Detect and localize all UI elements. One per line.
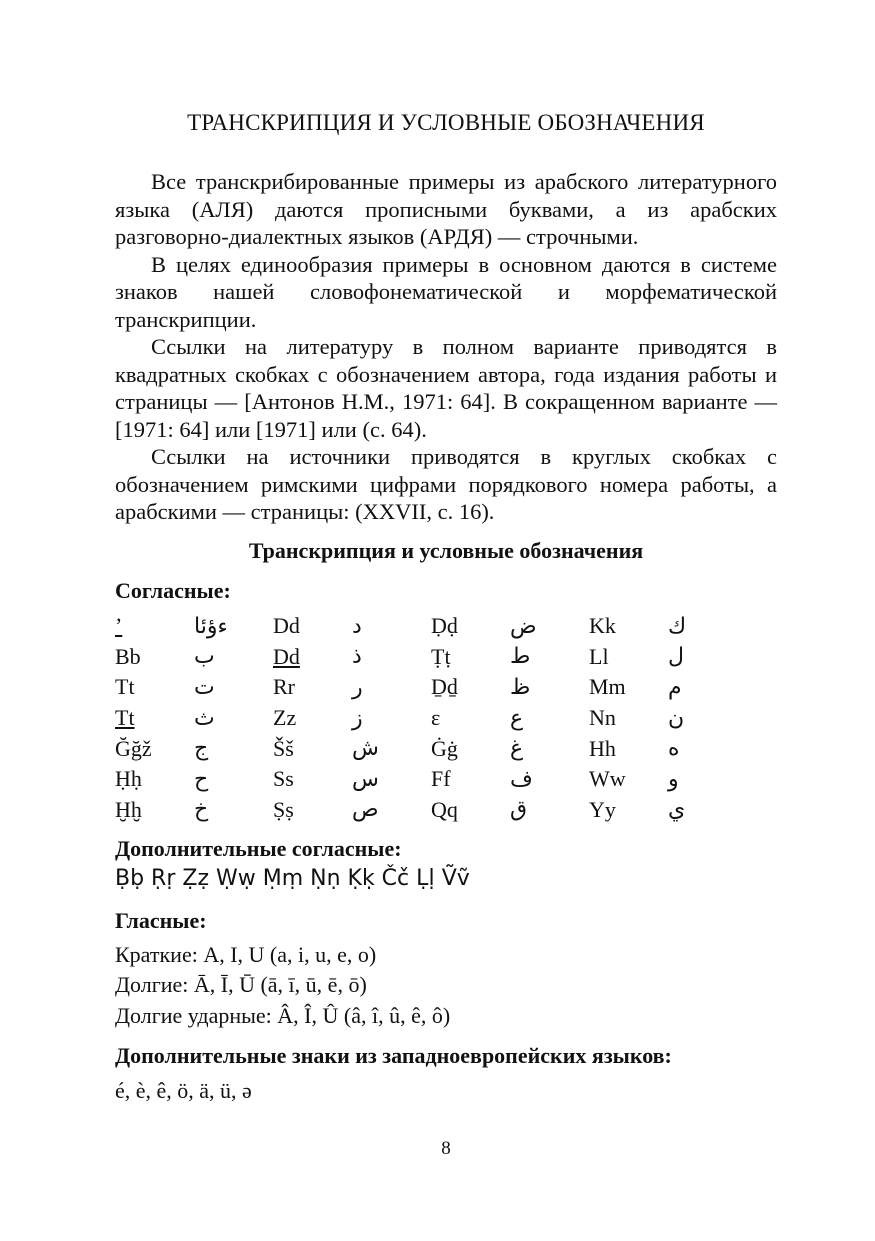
arabic-letter: ك	[668, 613, 687, 639]
latin-letter: Tt	[115, 705, 135, 731]
page-number: 8	[441, 1138, 451, 1159]
arabic-letter: ب	[194, 644, 215, 670]
latin-letter: Mm	[589, 674, 626, 700]
arabic-letter: ي	[668, 797, 686, 823]
latin-letter: Ll	[589, 643, 609, 669]
arabic-letter: ءؤئا	[194, 613, 228, 639]
table-row	[115, 795, 747, 826]
arabic-letter: ت	[194, 674, 215, 700]
long-vowels: Долгие: Ā, Ī, Ū (ā, ī, ū, ē, ō)	[115, 972, 367, 997]
latin-letter: Ww	[589, 766, 626, 792]
arabic-letter: ذ	[352, 644, 362, 670]
latin-letter: Hh	[589, 735, 616, 761]
additional-consonants-list: Ḅḅ Ṛṛ Ẓẓ Ẉẉ Ṃṃ Ṇṇ Ḳḳ Čč Ḷḷ Ṽṽ	[115, 866, 470, 891]
table-row	[115, 733, 747, 764]
latin-letter: Šš	[273, 735, 294, 761]
latin-letter: Qq	[431, 796, 458, 822]
latin-letter: Ġġ	[431, 735, 458, 761]
latin-letter: ’	[115, 613, 123, 639]
arabic-letter: ث	[194, 705, 215, 731]
table-row	[115, 703, 747, 734]
western-signs-heading: Дополнительные знаки из западноевропейских языков:	[115, 1043, 672, 1068]
arabic-letter: ق	[510, 797, 528, 823]
arabic-letter: ر	[352, 674, 363, 700]
paragraph: Все транскрибированные примеры из арабского литературного языка (АЛЯ) даются прописными буквами, а из арабских разговорно-диалектных языков (АРДЯ) — строчными.	[115, 169, 777, 249]
arabic-letter: خ	[194, 797, 209, 823]
latin-letter: Ḍḍ	[431, 613, 458, 639]
arabic-letter: ل	[668, 644, 684, 670]
latin-letter: Nn	[589, 705, 616, 731]
latin-letter: Dd	[273, 613, 300, 639]
arabic-letter: د	[352, 613, 362, 639]
latin-letter: Ḏḏ	[431, 674, 458, 700]
paragraph: В целях единообразия примеры в основном даются в системе знаков нашей словофонематической и морфематической транскрипции.	[115, 251, 777, 332]
arabic-letter: ض	[510, 613, 537, 639]
latin-letter: Ff	[431, 766, 451, 792]
latin-letter: Ḥḥ	[115, 766, 142, 792]
arabic-letter: ج	[194, 736, 209, 762]
latin-letter: Ṣṣ	[273, 796, 294, 822]
arabic-letter: س	[352, 766, 379, 792]
latin-letter: Ḫḫ	[115, 796, 142, 822]
latin-letter: Ğğž	[115, 735, 152, 761]
arabic-letter: ظ	[510, 674, 531, 700]
paragraph: Ссылки на литературу в полном варианте приводятся в квадратных скобках с обозначением автора, года издания работы и страницы — [Антонов Н.М., 1971: 64]. В сокращенном варианте — [1971: 64] или [1971] или (с. 64).	[115, 334, 777, 442]
table-row	[115, 672, 747, 703]
arabic-letter: ط	[510, 644, 531, 670]
intro-text	[115, 168, 777, 526]
latin-letter: Dd	[273, 643, 300, 669]
latin-letter: Yy	[589, 796, 616, 822]
short-vowels: Краткие: A, I, U (a, i, u, e, o)	[115, 942, 377, 967]
arabic-letter: ش	[352, 736, 379, 762]
latin-letter: Kk	[589, 613, 616, 639]
consonants-table	[115, 611, 747, 825]
vowels-heading: Гласные:	[115, 908, 207, 933]
arabic-letter: ز	[352, 705, 363, 731]
long-stressed-vowels: Долгие ударные: Â, Î, Û (â, î, û, ê, ô)	[115, 1003, 451, 1028]
table-row	[115, 611, 747, 642]
arabic-letter: ع	[510, 705, 524, 731]
latin-letter: Ṭṭ	[431, 643, 451, 669]
western-signs-list: é, è, ê, ö, ä, ü, ə	[115, 1078, 252, 1103]
arabic-letter: غ	[510, 736, 524, 762]
consonants-heading: Согласные:	[115, 578, 231, 603]
latin-letter: Bb	[115, 643, 141, 669]
latin-letter: Zz	[273, 705, 297, 731]
latin-letter: Ss	[273, 766, 294, 792]
latin-letter: Tt	[115, 674, 135, 700]
table-row	[115, 764, 747, 795]
arabic-letter: ه	[668, 736, 680, 762]
latin-letter: ε	[431, 705, 441, 731]
arabic-letter: و	[668, 766, 679, 792]
latin-letter: Rr	[273, 674, 295, 700]
paragraph: Ссылки на источники приводятся в круглых скобках с обозначением римскими цифрами порядкового номера работы, а арабскими — страницы: (XXVII, с. 16).	[115, 444, 777, 524]
arabic-letter: ص	[352, 797, 379, 823]
arabic-letter: ح	[194, 766, 209, 792]
additional-consonants-heading: Дополнительные согласные:	[115, 836, 402, 861]
table-row	[115, 642, 747, 673]
section-subtitle: Транскрипция и условные обозначения	[248, 538, 644, 563]
arabic-letter: م	[668, 674, 682, 700]
arabic-letter: ن	[668, 705, 685, 731]
page-title: ТРАНСКРИПЦИЯ И УСЛОВНЫЕ ОБОЗНАЧЕНИЯ	[187, 110, 705, 135]
arabic-letter: ف	[510, 766, 533, 792]
